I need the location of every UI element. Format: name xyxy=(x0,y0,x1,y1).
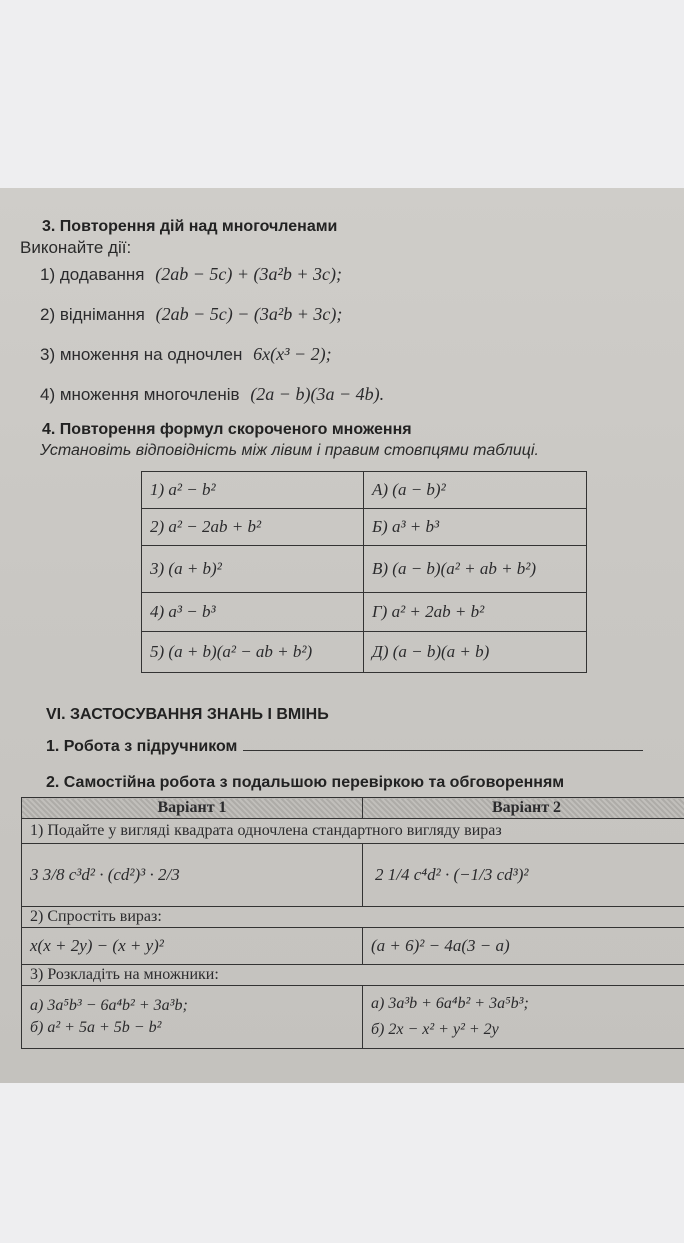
table-row xyxy=(22,965,684,986)
question-1: 1) Подайте у вигляді квадрата одночлена стандартного вигляду вираз xyxy=(22,819,684,844)
table-row xyxy=(142,509,587,546)
task-3 xyxy=(40,344,332,365)
task-1 xyxy=(40,264,342,285)
matching-table xyxy=(141,471,587,673)
question-3: 3) Розкладіть на множники: xyxy=(22,965,684,986)
variant-2-header: Варіант 2 xyxy=(363,798,684,819)
q2-variant-2 xyxy=(363,928,684,965)
table-row xyxy=(142,546,587,593)
q1-variant-2 xyxy=(363,844,684,907)
table-row xyxy=(22,798,684,819)
left-expr: 3) (a + b)² xyxy=(150,559,222,578)
section4-title: 4. Повторення формул скороченого множення xyxy=(42,421,412,438)
section4-instruction: Установіть відповідність між лівим і правим стовпцями таблиці. xyxy=(40,442,539,459)
table-row xyxy=(22,928,684,965)
q1-variant-1 xyxy=(22,844,363,907)
q3-v2b-expr: б) 2x − x² + y² + 2y xyxy=(371,1021,499,1038)
right-cell xyxy=(364,546,587,593)
right-cell xyxy=(364,472,587,509)
q2-variant-1 xyxy=(22,928,363,965)
q3-v1a-expr: а) 3a⁵b³ − 6a⁴b² + 3a³b; xyxy=(30,997,188,1014)
q3-v2a-expr: а) 3a³b + 6a⁴b² + 3a⁵b³; xyxy=(371,995,529,1012)
right-cell xyxy=(364,593,587,632)
table-row xyxy=(22,907,684,928)
task-3-expr: 6x(x³ − 2); xyxy=(253,344,332,364)
right-expr: Б) a³ + b³ xyxy=(372,517,440,536)
right-expr: Г) a² + 2ab + b² xyxy=(372,602,485,621)
left-expr: 5) (a + b)(a² − ab + b²) xyxy=(150,642,313,661)
task-2-label: 2) віднімання xyxy=(40,305,145,324)
table-row xyxy=(22,844,684,907)
left-cell xyxy=(142,546,364,593)
section6-title: VI. ЗАСТОСУВАННЯ ЗНАНЬ І ВМІНЬ xyxy=(46,706,329,723)
variant-1-header: Варіант 1 xyxy=(22,798,363,819)
right-cell xyxy=(364,632,587,673)
left-cell xyxy=(142,593,364,632)
left-expr: 4) a³ − b³ xyxy=(150,602,216,621)
task-1-label: 1) додавання xyxy=(40,265,145,284)
task-4-expr: (2a − b)(3a − 4b). xyxy=(250,384,385,404)
q2-v2-expr: (a + 6)² − 4a(3 − a) xyxy=(371,936,510,955)
task-4 xyxy=(40,384,384,405)
q3-variant-1 xyxy=(22,986,363,1049)
textbook-item xyxy=(46,738,643,756)
left-cell xyxy=(142,632,364,673)
left-cell xyxy=(142,472,364,509)
q3-variant-2 xyxy=(363,986,684,1049)
q1-v1-expr: 3 3/8 c³d² · (cd²)³ · 2/3 xyxy=(30,865,180,884)
table-row xyxy=(142,472,587,509)
textbook-label: 1. Робота з підручником xyxy=(46,738,238,755)
q2-v1-expr: x(x + 2y) − (x + y)² xyxy=(30,936,164,955)
right-cell xyxy=(364,509,587,546)
q1-v2-expr: 2 1/4 c⁴d² · (−1/3 cd³)² xyxy=(375,865,529,884)
left-cell xyxy=(142,509,364,546)
book-page xyxy=(0,188,684,1083)
table-row xyxy=(142,593,587,632)
task-2 xyxy=(40,304,342,325)
left-expr: 1) a² − b² xyxy=(150,480,216,499)
table-row xyxy=(22,819,684,844)
section3-title: 3. Повторення дій над многочленами xyxy=(42,218,338,235)
question-2: 2) Спростіть вираз: xyxy=(22,907,684,928)
task-3-label: 3) множення на одночлен xyxy=(40,345,243,364)
task-2-expr: (2ab − 5c) − (3a²b + 3c); xyxy=(155,304,343,324)
section3-instruction: Виконайте дії: xyxy=(20,238,132,257)
answer-line xyxy=(243,750,643,751)
table-row xyxy=(142,632,587,673)
right-expr: В) (a − b)(a² + ab + b²) xyxy=(372,559,537,578)
task-1-expr: (2ab − 5c) + (3a²b + 3c); xyxy=(155,264,343,284)
right-expr: Д) (a − b)(a + b) xyxy=(372,642,490,661)
variants-table xyxy=(21,797,684,1049)
independent-work-title: 2. Самостійна робота з подальшою перевіркою та обговоренням xyxy=(46,774,565,791)
task-4-label: 4) множення многочленів xyxy=(40,385,240,404)
table-row xyxy=(22,986,684,1049)
q3-v1b-expr: б) a² + 5a + 5b − b² xyxy=(30,1019,162,1036)
right-expr: А) (a − b)² xyxy=(372,480,446,499)
left-expr: 2) a² − 2ab + b² xyxy=(150,517,262,536)
